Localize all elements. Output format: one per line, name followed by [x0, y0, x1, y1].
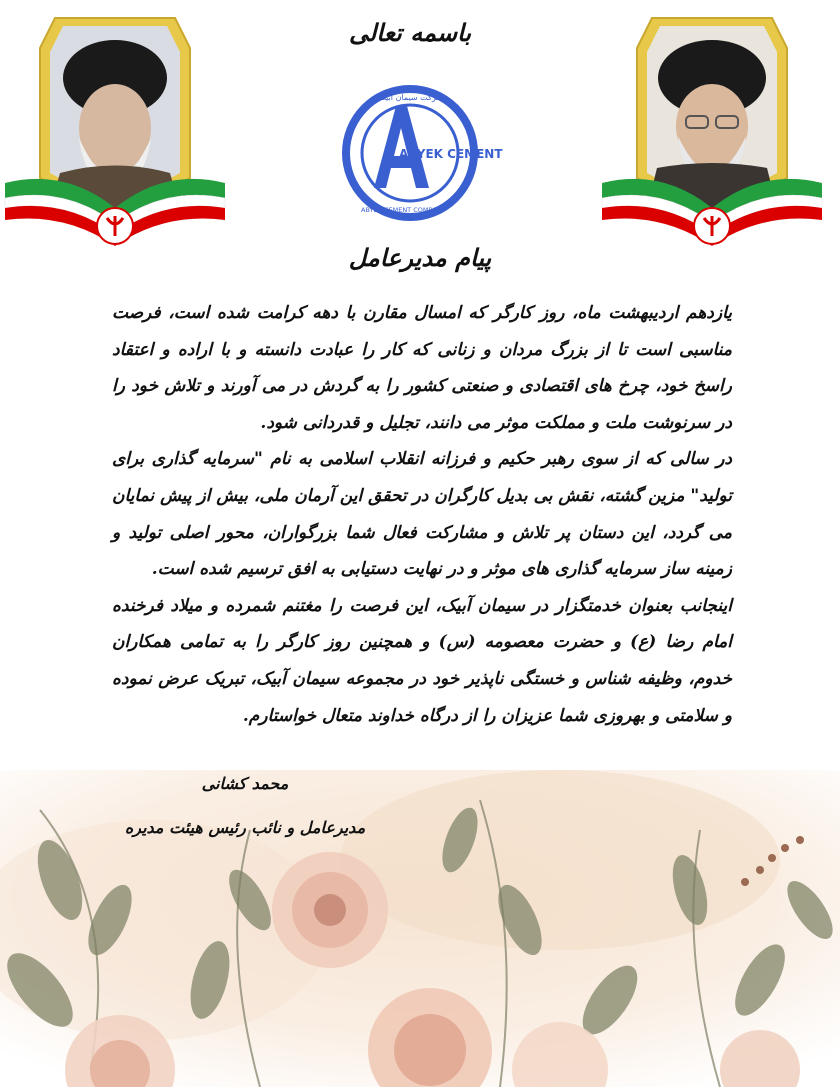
logo-main-text: ABYEK CEMENT	[399, 147, 503, 161]
signature-position: مدیرعامل و نائب رئیس هیئت مدیره	[124, 818, 366, 837]
invocation-text: باسمه تعالی	[348, 18, 472, 47]
logo-persian-text: شرکت سیمان آبیک	[379, 93, 443, 102]
message-title: پیام مدیرعامل	[348, 243, 492, 272]
portrait-badge-right	[602, 8, 822, 248]
paragraph-2: در سالی که از سوی رهبر حکیم و فرزانه انقلاب اسلامی به نام "سرمایه گذاری برای تولید" مزین گشته، نقش بی بدیل کارگران در تحقق این آرمان ملی، بیش از پیش نمایان می گردد، این دستان پر تلاش و مشارکت فعال شما بزرگواران، محور اصلی تولید و زمینه ساز سرمایه گذاری های موثر و در نهایت دستیابی به افق ترسیم شده است.	[112, 449, 732, 580]
logo-sub-text: ABYEK CEMENT COMPANY	[361, 206, 446, 214]
paragraph-3: اینجانب بعنوان خدمتگزار در سیمان آبیک، این فرصت را مغتنم شمرده و میلاد فرخنده امام رضا (ع) و حضرت معصومه (س) و همچنین روز کارگر را به تمامی همکاران خدوم، وظیفه شناس و خستگی ناپذیر خود در مجموعه سیمان آبیک، تبریک عرض نموده و سلامتی و بهروزی شما عزیزان را از درگاه خداوند متعال خواستارم.	[112, 595, 732, 726]
signature-name: محمد کشانی	[201, 774, 289, 793]
abyek-cement-logo	[341, 78, 503, 228]
message-body	[112, 295, 732, 734]
paragraph-1: یازدهم اردیبهشت ماه، روز کارگر که امسال مقارن با دهه کرامت شده است، فرصت مناسبی است تا از بزرگ مردان و زنانی که کار را عبادت دانسته و با اراده و اعتقاد راسخ خود، چرخ های اقتصادی و صنعتی کشور را به گردش در می آورند و تلاش خود را در سرنوشت ملت و مملکت موثر می دانند، تجلیل و قدردانی شود.	[112, 303, 732, 433]
portrait-badge-left	[5, 8, 225, 248]
logo-area	[335, 18, 503, 233]
